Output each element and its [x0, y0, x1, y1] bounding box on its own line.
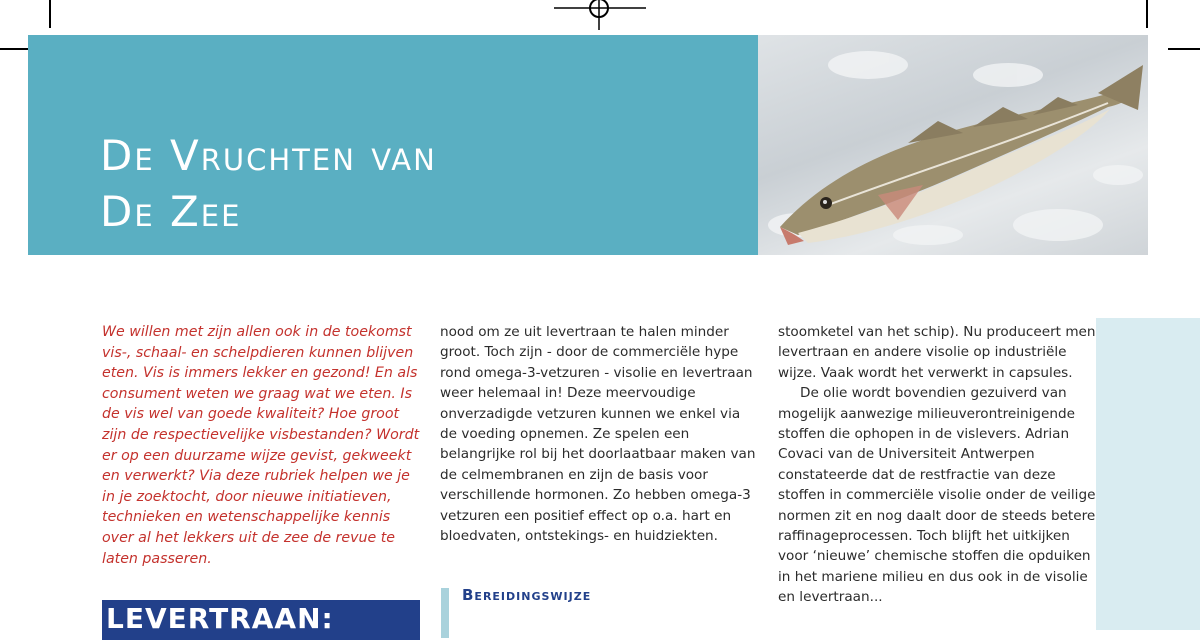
body-column-2: [440, 322, 760, 546]
subheading-rule: [441, 588, 449, 638]
crop-mark: [49, 0, 51, 28]
cod-fish-photo: [758, 35, 1148, 255]
article-title-line: De Vruchten van: [100, 131, 437, 180]
body-paragraph: nood om ze uit levertraan te halen minder groot. Toch zijn - door de commerciële hype rond omega-3-vetzuren - visolie en levertraan weer helemaal in! Deze meervoudige onverzadigde vetzuren kunnen we enkel via de voeding opnemen. Ze spelen een belangrijke rol bij het doorlaatbaar maken van de celmembranen en zijn de basis voor verschillende hormonen. Zo hebben omega-3 vetzuren een positief effect op o.a. hart en bloedvaten, ontstekings- en huidziekten.: [440, 324, 756, 545]
body-column-3: [778, 322, 1096, 608]
intro-paragraph: We willen met zijn allen ook in de toekomst vis-, schaal- en schelpdieren kunnen blijven eten. Vis is immers lekker en gezond! En als consument weten we graag wat we eten. Is de vis wel van goede kwaliteit? Hoe groot zijn de respectievelijke visbestanden? Wordt er op een duurzame wijze gevist, gekweekt en verwerkt? Via deze rubriek helpen we je in je zoektocht, door nieuwe initiatieven, technieken en wetenschappelijke kennis over al het lekkers uit de zee de revue te laten passeren.: [102, 324, 420, 567]
article-title: [100, 128, 437, 240]
sidebar-box: [1096, 318, 1200, 630]
fish-illustration: [758, 35, 1148, 255]
article-title-line: De Zee: [100, 187, 242, 236]
body-paragraph: stoomketel van het schip). Nu produceert men levertraan en andere visolie op industriële wijze. Vaak wordt het verwerkt in capsules.: [778, 324, 1096, 381]
registration-mark-icon: [554, 0, 646, 30]
body-paragraph: De olie wordt bovendien gezuiverd van mogelijk aanwezige milieuverontreinigende stoffen die ophopen in de vislevers. Adrian Covaci van de Universiteit Antwerpen constateerde dat de restfractie van deze stoffen in commerciële visolie onder de veilige normen zit en nog daalt door de steeds betere raffinageprocessen. Toch blijft het uitkijken voor ‘nieuwe’ chemische stoffen die opduiken in het mariene milieu en dus ook in de visolie en levertraan...: [778, 385, 1096, 606]
crop-mark: [0, 48, 30, 50]
section-title-bar: [102, 600, 420, 640]
intro-text: [102, 322, 422, 569]
crop-mark: [1168, 48, 1200, 50]
subheading: Bereidingswijze: [462, 586, 592, 604]
crop-mark: [1146, 0, 1148, 28]
section-title: LEVERTRAAN:: [106, 602, 334, 635]
